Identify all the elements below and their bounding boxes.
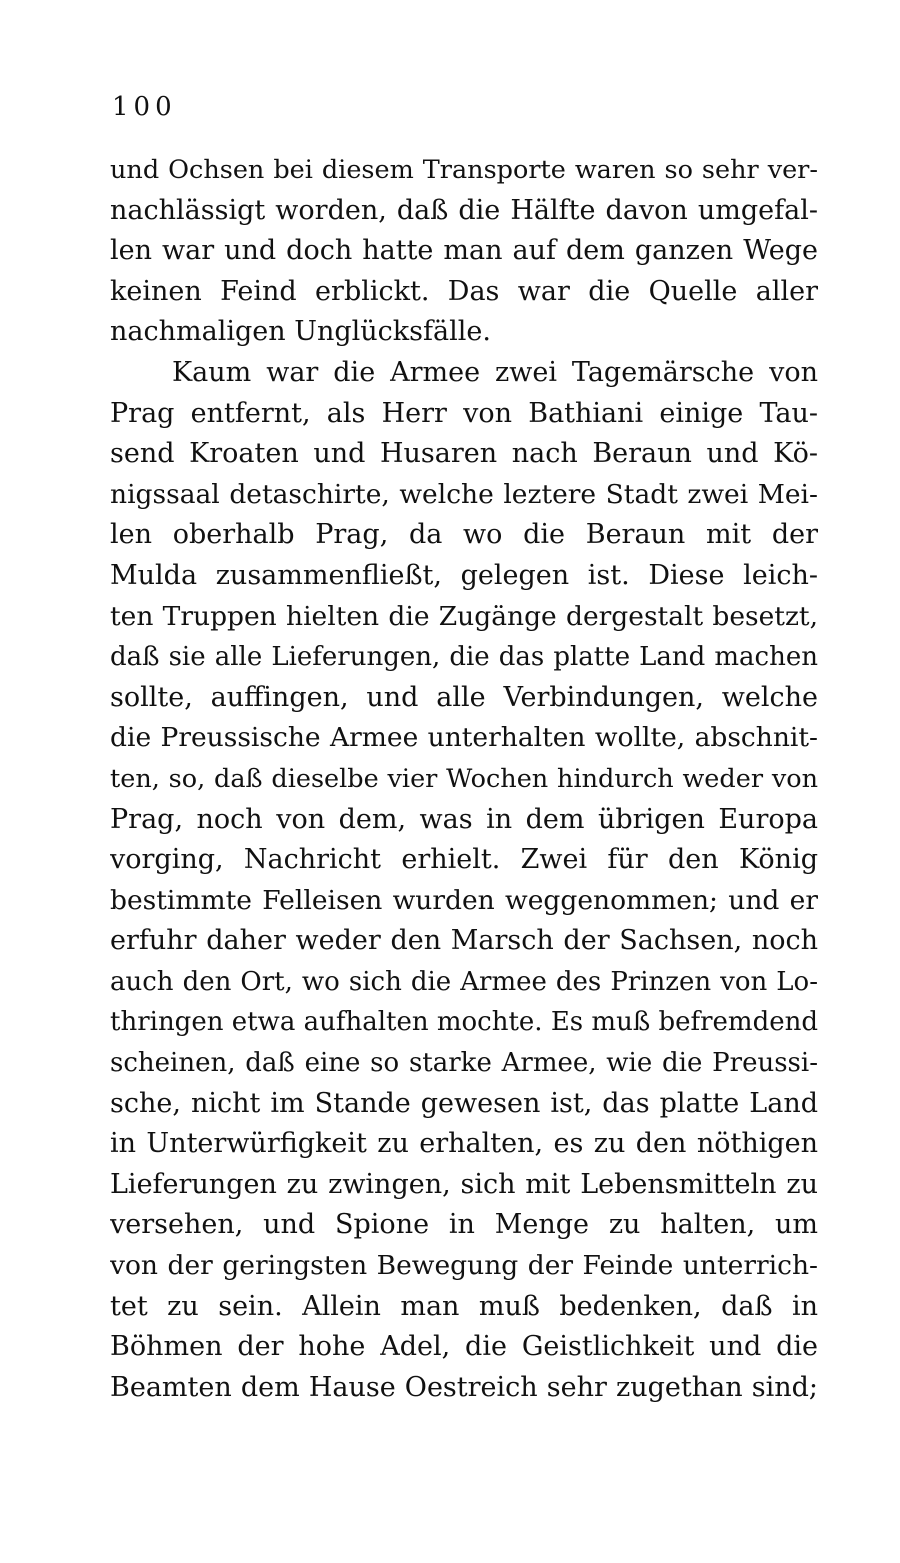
text-line: nigssaal detaschirte, welche leztere Stadt zwei Mei- (110, 478, 818, 510)
text-line: Mulda zusammenfließt, gelegen ist. Diese leich- (110, 559, 818, 591)
text-line: versehen, und Spione in Menge zu halten, um (110, 1209, 818, 1241)
text-line: bestimmte Felleisen wurden weggenommen; und er (110, 884, 818, 916)
text-line: erfuhr daher weder den Marsch der Sachsen, noch (110, 925, 818, 957)
text-line: die Preussische Armee unterhalten wollte, abschnit- (110, 722, 818, 754)
text-line: len war und doch hatte man auf dem ganzen Wege (110, 235, 818, 267)
text-line: Prag, noch von dem, was in dem übrigen Europa (110, 803, 818, 835)
text-line: Beamten dem Hause Oestreich sehr zugethan sind; (110, 1371, 818, 1403)
text-line: nachmaligen Unglücksfälle. (110, 316, 491, 348)
text-line: vorging, Nachricht erhielt. Zwei für den König (110, 844, 818, 876)
text-line: Lieferungen zu zwingen, sich mit Lebensmitteln zu (110, 1168, 818, 1200)
text-line: scheinen, daß eine so starke Armee, wie die Preussi- (110, 1048, 818, 1079)
text-line: nachlässigt worden, daß die Hälfte davon umgefal- (110, 194, 818, 226)
text-line: ten, so, daß dieselbe vier Wochen hindurch weder von (110, 763, 818, 794)
page-number: 100 (112, 92, 177, 122)
text-line: auch den Ort, wo sich die Armee des Prinzen von Lo- (110, 966, 818, 997)
text-line: sollte, auffingen, und alle Verbindungen, welche (110, 681, 818, 713)
text-line: von der geringsten Bewegung der Feinde unterrich- (110, 1250, 818, 1282)
text-line: daß sie alle Lieferungen, die das platte Land machen (110, 642, 818, 673)
paragraph-first-line: Kaum war die Armee zwei Tagemärsche von (172, 356, 818, 388)
text-line: len oberhalb Prag, da wo die Beraun mit der (110, 519, 818, 551)
text-line: ten Truppen hielten die Zugänge dergestalt besetzt, (110, 600, 818, 632)
text-line: und Ochsen bei diesem Transporte waren so sehr ver- (110, 155, 818, 185)
body-text (110, 150, 818, 1408)
text-line: Prag entfernt, als Herr von Bathiani einige Tau- (110, 397, 818, 429)
text-line: keinen Feind erblickt. Das war die Quelle aller (110, 275, 818, 307)
text-line: Böhmen der hohe Adel, die Geistlichkeit und die (110, 1331, 818, 1363)
text-line: sche, nicht im Stande gewesen ist, das platte Land (110, 1087, 818, 1119)
text-line: tet zu sein. Allein man muß bedenken, daß in (110, 1290, 818, 1322)
text-line: send Kroaten und Husaren nach Beraun und Kö- (110, 438, 818, 470)
text-line: thringen etwa aufhalten mochte. Es muß befremdend (110, 1007, 818, 1038)
text-line: in Unterwürfigkeit zu erhalten, es zu den nöthigen (110, 1128, 818, 1160)
